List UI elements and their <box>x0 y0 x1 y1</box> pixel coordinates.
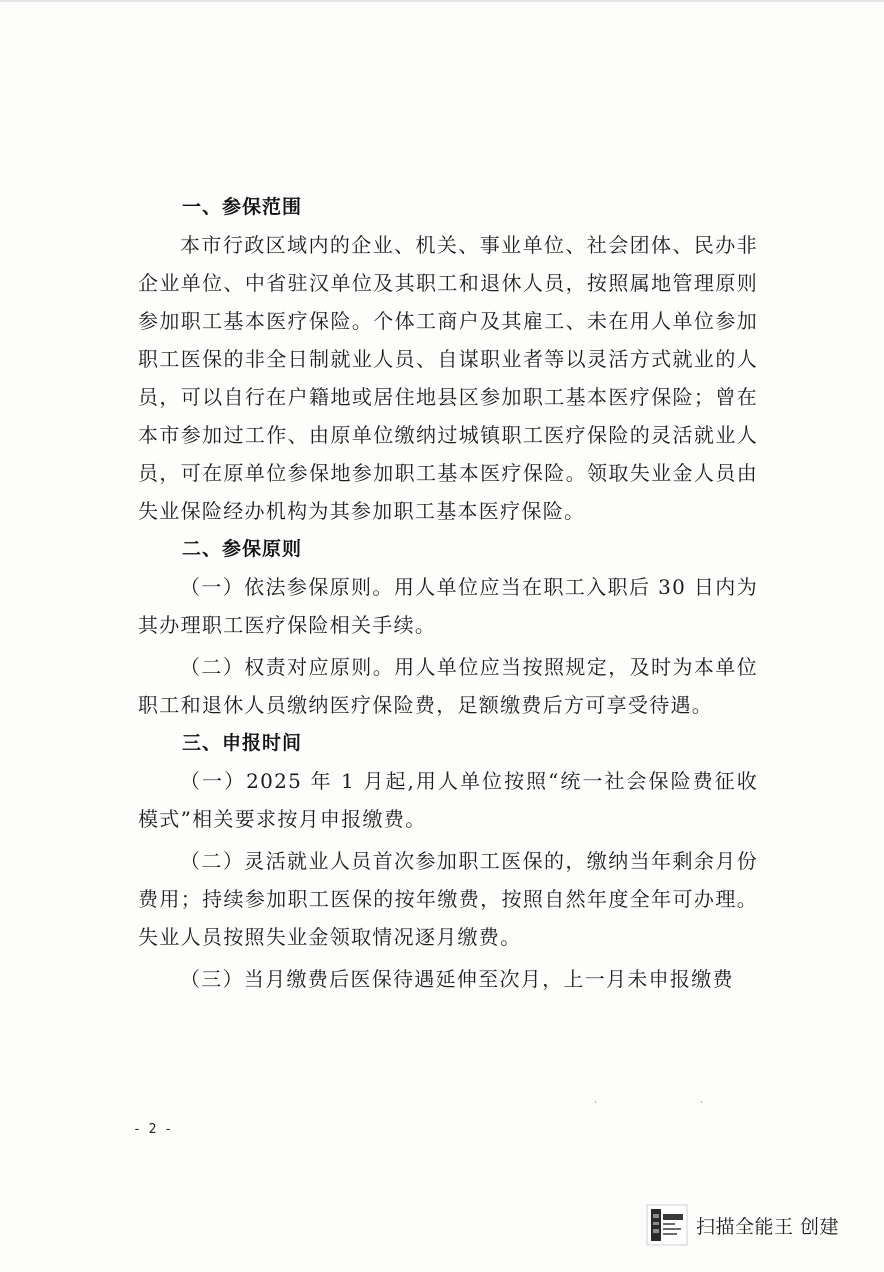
document-body <box>138 188 758 998</box>
section-heading-declaration-time: 三、申报时间 <box>182 732 303 754</box>
scan-edge-line <box>0 0 884 2</box>
paragraph-scope: 本市行政区域内的企业、机关、事业单位、社会团体、民办非企业单位、中省驻汉单位及其职工和退休人员，按照属地管理原则参加职工基本医疗保险。个体工商户及其雇工、未在用人单位参加职工医保的非全日制就业人员、自谋职业者等以灵活方式就业的人员，可以自行在户籍地或居住地县区参加职工基本医疗保险；曾在本市参加过工作、由原单位缴纳过城镇职工医疗保险的灵活就业人员，可在原单位参保地参加职工基本医疗保险。领取失业金人员由失业保险经办机构为其参加职工基本医疗保险。 <box>138 233 758 523</box>
scan-speck: · <box>700 1098 703 1107</box>
paragraph-principle-2: （二）权责对应原则。用人单位应当按照规定，及时为本单位职工和退休人员缴纳医疗保险费，足额缴费后方可享受待遇。 <box>138 655 758 717</box>
scan-speck: · <box>594 1098 597 1107</box>
watermark-text: 扫描全能王 创建 <box>696 1215 840 1238</box>
scanner-watermark <box>646 1204 839 1246</box>
paragraph-declaration-3: （三）当月缴费后医保待遇延伸至次月，上一月未申报缴费 <box>180 967 734 991</box>
section-heading-scope: 一、参保范围 <box>182 196 303 218</box>
camscanner-logo-icon <box>646 1204 688 1246</box>
paragraph-declaration-1: （一）2025 年 1 月起,用人单位按照“统一社会保险费征收模式”相关要求按月申报缴费。 <box>138 769 758 831</box>
paragraph-principle-1: （一）依法参保原则。用人单位应当在职工入职后 30 日内为其办理职工医疗保险相关手续。 <box>138 575 758 637</box>
paragraph-declaration-2: （二）灵活就业人员首次参加职工医保的，缴纳当年剩余月份费用；持续参加职工医保的按年缴费，按照自然年度全年可办理。失业人员按照失业金领取情况逐月缴费。 <box>138 849 758 949</box>
page-number: - 2 - <box>133 1122 173 1137</box>
section-heading-principles: 二、参保原则 <box>182 538 303 560</box>
